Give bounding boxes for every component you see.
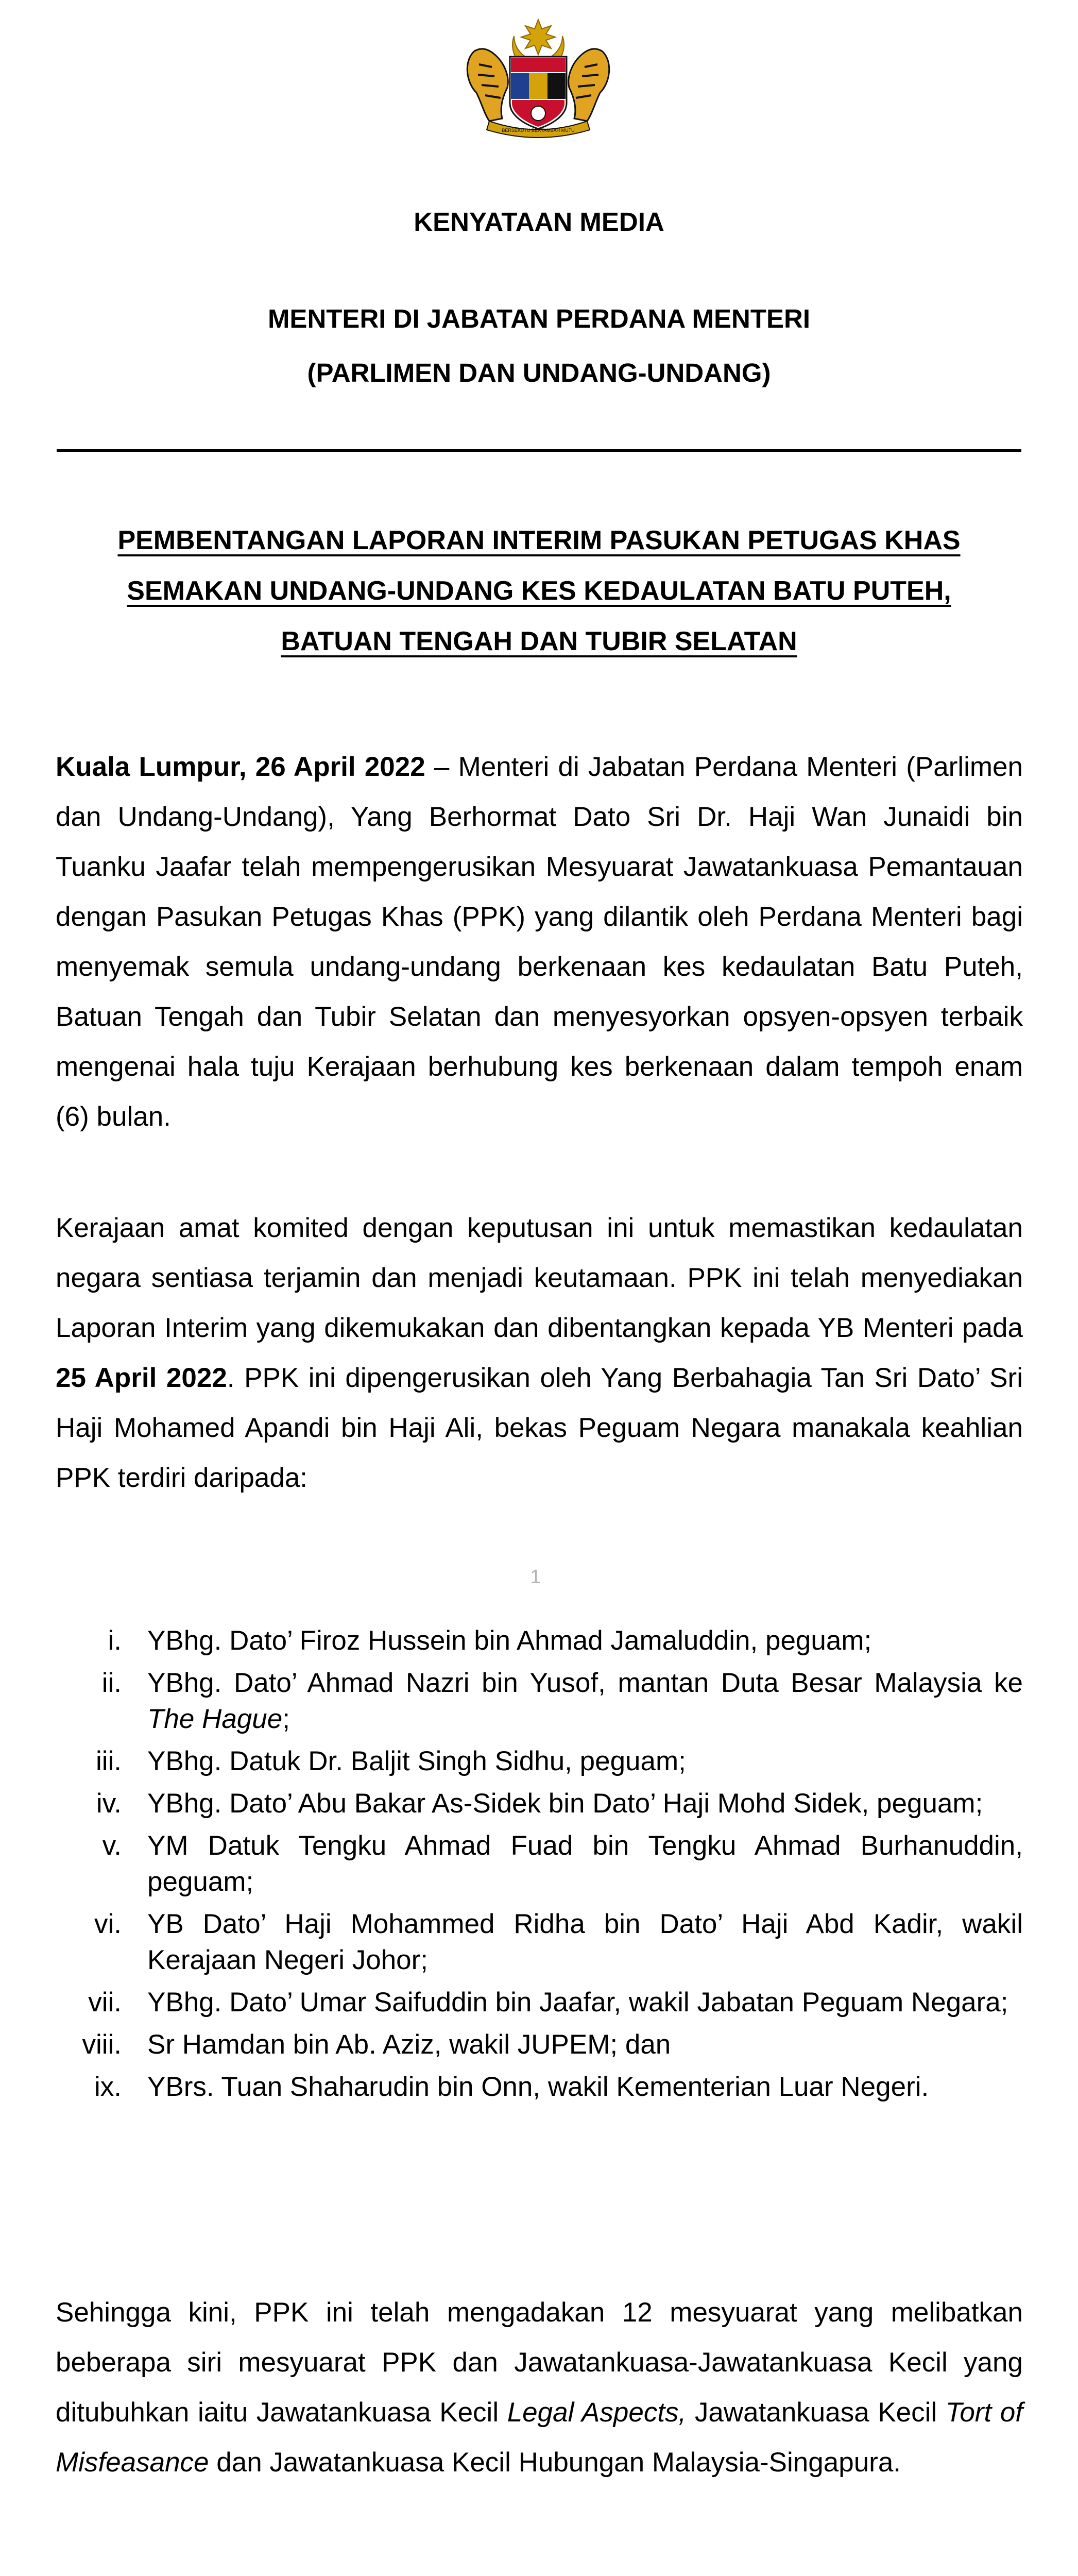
- paragraph-2: [56, 1203, 1023, 1503]
- list-item: [56, 1786, 1023, 1822]
- list-item-text-main: YBhg. Dato’ Ahmad Nazri bin Yusof, mantan Duta Besar Malaysia ke: [147, 1668, 1023, 1698]
- list-item: [56, 1623, 1023, 1659]
- list-item: [56, 1743, 1023, 1780]
- paragraph-1-text: – Menteri di Jabatan Perdana Menteri (Parlimen dan Undang-Undang), Yang Berhormat Dato Sri Dr. Haji Wan Junaidi bin Tuanku Jaafar telah mempengerusikan Mesyuarat Jawatankuasa Pemantauan dengan Pasukan Petugas Khas (PPK) yang dilantik oleh Perdana Menteri bagi menyemak semula undang-undang berkenaan kes kedaulatan Batu Puteh, Batuan Tengah dan Tubir Selatan dan menyesyorkan opsyen-opsyen terbaik mengenai hala tuju Kerajaan berhubung kes berkenaan dalam tempoh enam (6) bulan.: [56, 752, 1023, 1132]
- list-item-text: YBhg. Datuk Dr. Baljit Singh Sidhu, peguam;: [147, 1746, 686, 1776]
- paragraph-3: [56, 2287, 1023, 2487]
- list-item-text: YBhg. Dato’ Abu Bakar As-Sidek bin Dato’ Haji Mohd Sidek, peguam;: [147, 1788, 983, 1819]
- paragraph-2-text-a: Kerajaan amat komited dengan keputusan ini untuk memastikan kedaulatan negara sentiasa terjamin dan menjadi keutamaan. PPK ini telah menyediakan Laporan Interim yang dikemukakan dan dibentangkan kepada YB Menteri pada: [56, 1213, 1023, 1343]
- list-item-text: [147, 1665, 1023, 1737]
- paragraph-3-text-c: dan Jawatankuasa Kecil Hubungan Malaysia-Singapura.: [209, 2447, 901, 2478]
- list-item-number: ix.: [94, 2072, 122, 2102]
- list-item: [56, 1985, 1023, 2021]
- crest-shield-emblem: [531, 106, 545, 121]
- issuer-line-2: (PARLIMEN DAN UNDANG-UNDANG): [307, 358, 771, 387]
- paragraph-3-text-a: Sehingga kini, PPK ini telah mengadakan 12 mesyuarat yang melibatkan beberapa siri mesyuarat PPK dan Jawatankuasa-Jawatankuasa Kecil yang ditubuhkan iaitu Jawatankuasa Kecil: [56, 2297, 1023, 2428]
- issuer-line-1: MENTERI DI JABATAN PERDANA MENTERI: [267, 304, 811, 333]
- list-item: [56, 1665, 1023, 1737]
- list-item-number: viii.: [82, 2029, 122, 2060]
- paragraph-1: [56, 742, 1023, 1142]
- list-item: [56, 2027, 1023, 2063]
- list-item-number: iii.: [95, 1746, 122, 1776]
- list-item-number: i.: [108, 1625, 122, 1656]
- paragraph-3-italic-b: Tort of Misfeasance: [56, 2397, 1023, 2478]
- paragraph-3-text-b: Jawatankuasa Kecil: [686, 2397, 946, 2428]
- list-item: [56, 1906, 1023, 1978]
- list-item-text: YBhg. Dato’ Firoz Hussein bin Ahmad Jamaluddin, peguam;: [147, 1625, 872, 1656]
- list-item-number: v.: [102, 1831, 122, 1861]
- list-item-number: vi.: [94, 1909, 122, 1939]
- press-release-title: [57, 515, 1021, 667]
- list-item-text: YM Datuk Tengku Ahmad Fuad bin Tengku Ahmad Burhanuddin, peguam;: [147, 1831, 1023, 1897]
- member-list: [56, 1623, 1023, 2111]
- title-line-2: SEMAKAN UNDANG-UNDANG KES KEDAULATAN BATU PUTEH,: [127, 576, 951, 606]
- crest-star: [521, 20, 555, 55]
- crest-shield-panel-2: [529, 73, 547, 99]
- title-line-3: BATUAN TENGAH DAN TUBIR SELATAN: [281, 626, 797, 656]
- paragraph-3-italic-a: Legal Aspects,: [507, 2397, 687, 2428]
- list-item: [56, 1828, 1023, 1900]
- list-item-text-italic: The Hague: [147, 1704, 283, 1734]
- document-type-heading: KENYATAAN MEDIA: [414, 207, 664, 236]
- crest-shield-top: [511, 58, 566, 72]
- list-item-text-tail: ;: [282, 1704, 290, 1734]
- list-item-text: YB Dato’ Haji Mohammed Ridha bin Dato’ Haji Abd Kadir, wakil Kerajaan Negeri Johor;: [147, 1909, 1023, 1975]
- crest-shield-panel-3: [547, 73, 566, 99]
- paragraph-2-text-b: . PPK ini dipengerusikan oleh Yang Berbahagia Tan Sri Dato’ Sri Haji Mohamed Apandi bin Haji Ali, bekas Peguam Negara manakala keahlian PPK terdiri daripada:: [56, 1363, 1023, 1493]
- header-divider: [57, 449, 1021, 452]
- page-number: 1: [530, 1566, 541, 1588]
- crest-shield-panel-1: [511, 73, 529, 99]
- dateline: Kuala Lumpur, 26 April 2022: [56, 752, 425, 782]
- paragraph-2-date: 25 April 2022: [56, 1363, 227, 1393]
- title-line-1: PEMBENTANGAN LAPORAN INTERIM PASUKAN PETUGAS KHAS: [117, 526, 961, 555]
- list-item-number: vii.: [88, 1987, 122, 2018]
- crest-motto: BERSEKUTU BERTAMBAH MUTU: [502, 128, 575, 133]
- list-item-text: Sr Hamdan bin Ab. Aziz, wakil JUPEM; dan: [147, 2029, 671, 2060]
- list-item-number: ii.: [101, 1668, 122, 1698]
- malaysia-coat-of-arms-icon: [453, 15, 623, 139]
- list-item-number: iv.: [96, 1788, 122, 1819]
- list-item-text: YBrs. Tuan Shaharudin bin Onn, wakil Kementerian Luar Negeri.: [147, 2072, 929, 2102]
- list-item-text: YBhg. Dato’ Umar Saifuddin bin Jaafar, wakil Jabatan Peguam Negara;: [147, 1987, 1008, 2018]
- list-item: [56, 2069, 1023, 2105]
